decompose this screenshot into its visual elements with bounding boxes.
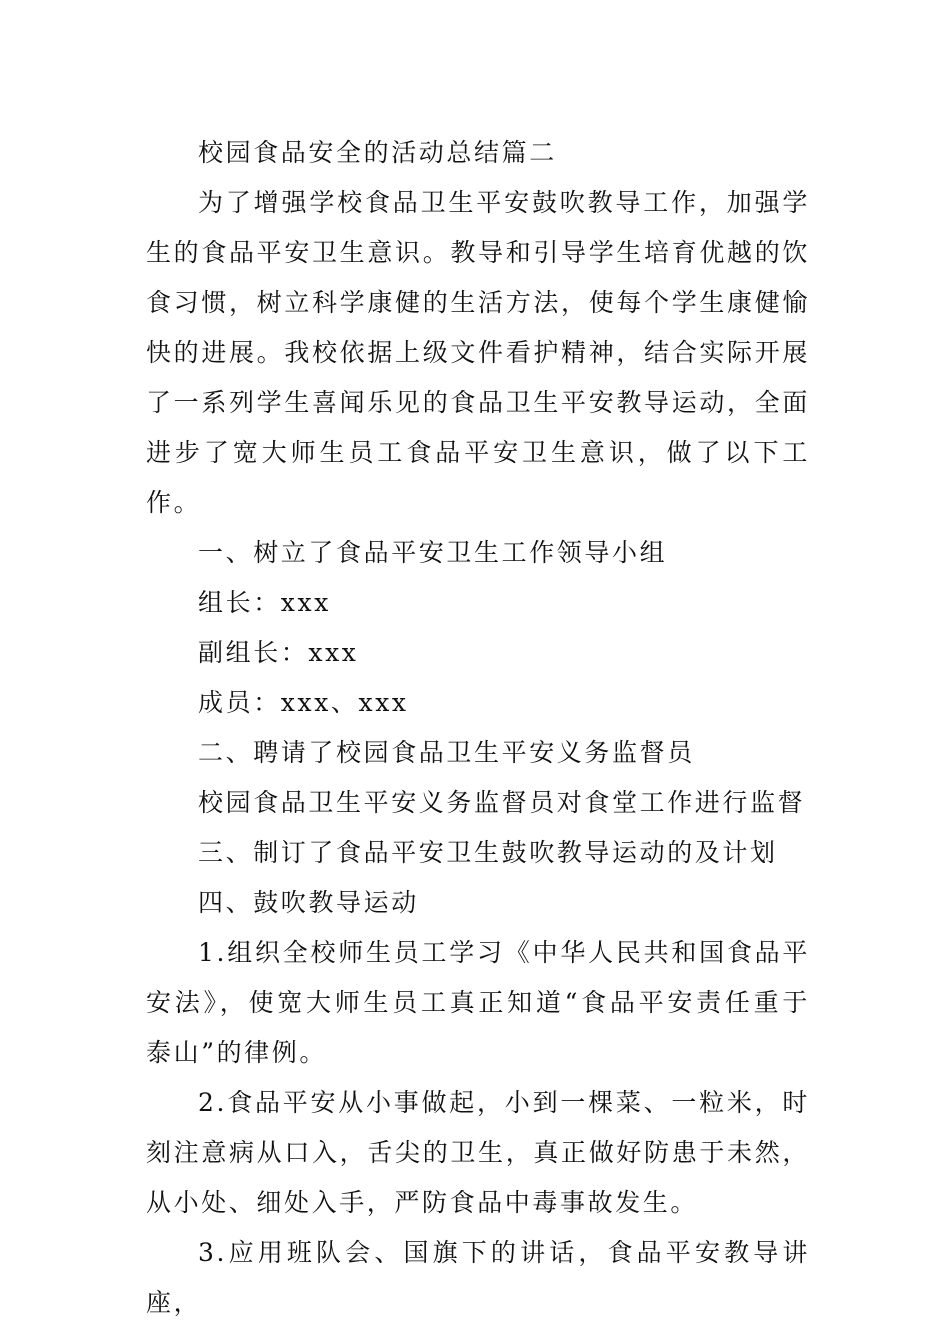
document-title: 校园食品安全的活动总结篇二 bbox=[198, 138, 557, 167]
section-2-body: 校园食品卫生平安义务监督员对食堂工作进行监督 bbox=[198, 788, 806, 817]
list-item-3: 3.应用班队会、国旗下的讲话，食品平安教导讲座， bbox=[146, 1238, 810, 1317]
section-4-heading: 四、鼓吹教导运动 bbox=[198, 888, 419, 917]
deputy-leader-line: 副组长：xxx bbox=[198, 638, 359, 667]
leader-line: 组长：xxx bbox=[198, 588, 331, 617]
section-1-heading: 一、树立了食品平安卫生工作领导小组 bbox=[198, 538, 668, 567]
members-line: 成员：xxx、xxx bbox=[198, 688, 409, 717]
list-item-2: 2.食品平安从小事做起，小到一棵菜、一粒米，时刻注意病从口入，舌尖的卫生，真正做好防患于未然，从小处、细处入手，严防食品中毒事故发生。 bbox=[146, 1088, 810, 1217]
list-item-1: 1.组织全校师生员工学习《中华人民共和国食品平安法》，使宽大师生员工真正知道“食品平安责任重于泰山”的律例。 bbox=[146, 938, 810, 1067]
section-2-heading: 二、聘请了校园食品卫生平安义务监督员 bbox=[198, 738, 695, 767]
document-body bbox=[146, 128, 810, 1328]
intro-paragraph: 为了增强学校食品卫生平安鼓吹教导工作，加强学生的食品平安卫生意识。教导和引导学生培育优越的饮食习惯，树立科学康健的生活方法，使每个学生康健愉快的进展。我校依据上级文件看护精神，结合实际开展了一系列学生喜闻乐见的食品卫生平安教导运动，全面进步了宽大师生员工食品平安卫生意识，做了以下工作。 bbox=[146, 188, 810, 517]
section-3-heading: 三、制订了食品平安卫生鼓吹教导运动的及计划 bbox=[198, 838, 778, 867]
